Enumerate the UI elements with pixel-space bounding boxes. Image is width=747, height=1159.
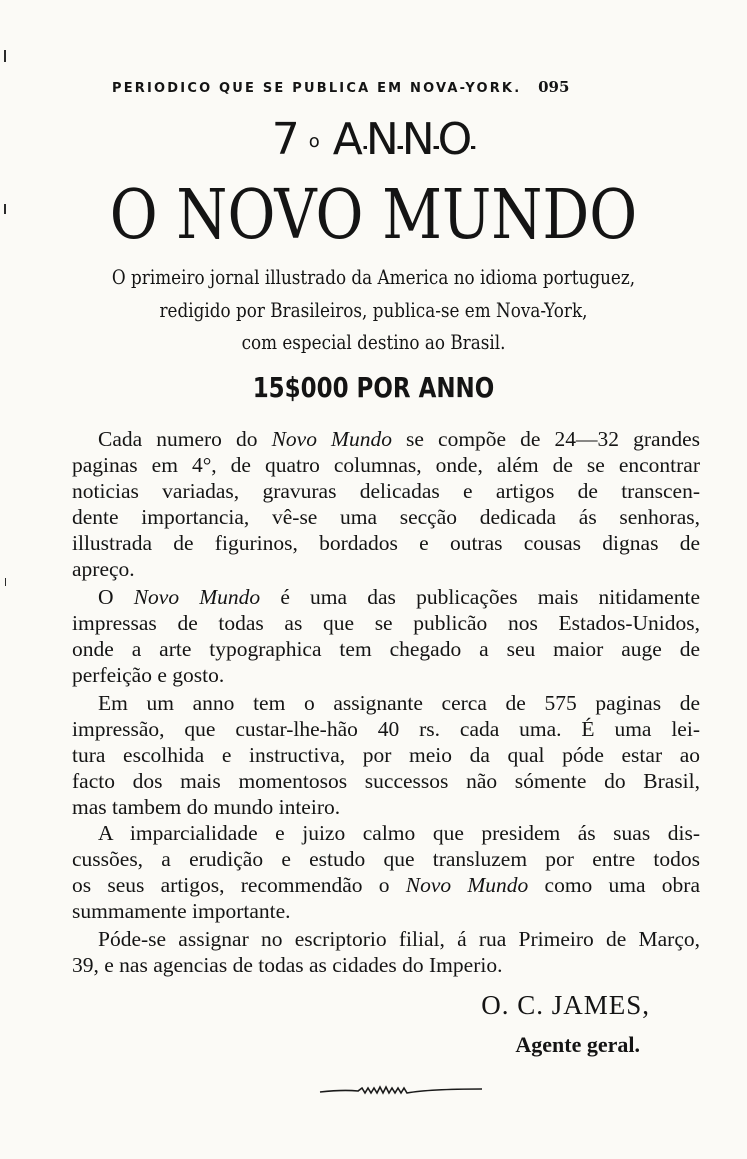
margin-speck [4,50,6,62]
body-line [72,556,135,582]
body-line [72,716,700,742]
masthead-title: O NOVO MUNDO [109,176,638,255]
body-line [72,478,700,504]
signature-role: Agente geral. [515,1032,640,1057]
body-text-run: os seus artigos, recommendão o [72,873,406,897]
body-text-run: illustrada de figurinos, bordados e outras cousas dignas de [72,531,700,555]
body-text-run: paginas em 4°, de quatro columnas, onde, além de se encontrar [72,453,700,477]
subtitle-line: redigido por Brasileiros, publica-se em Nova-York, [159,298,588,322]
body-text-run: noticias variadas, gravuras delicadas e artigos de transcen- [72,479,700,503]
body-line [72,530,700,556]
volume-number: 7 [271,114,303,165]
running-head [112,78,712,96]
body-line [72,742,700,768]
running-head-text: PERIODICO QUE SE PUBLICA EM NOVA-YORK. [112,81,522,96]
body-text-run: facto dos mais momentosos successos não sómente do Brasil, [72,769,700,793]
body-text-run: é uma das publicações mais nitidamente [260,585,700,609]
body-line [72,610,700,636]
body-text-run: A imparcialidade e juizo calmo que presidem ás suas dis- [98,821,700,845]
body-text-run: apreço. [72,557,135,581]
subtitle-line: O primeiro jornal illustrado da America no idioma portuguez, [111,265,636,289]
body-text-run: dente importancia, vê-se uma secção dedicada ás senhoras, [72,505,700,529]
subtitle-line: com especial destino ao Brasil. [241,330,506,354]
body-text-run: 39, e nas agencias de todas as cidades do Imperio. [72,953,503,977]
body-text-run: impressas de todas as que se publicão nos Estados-Unidos, [72,611,700,635]
page-number: 095 [538,78,570,96]
flourish-ornament-icon [318,1083,484,1097]
volume-ordinal: o [308,131,323,152]
body-line [98,584,700,610]
body-text-run: Cada numero do [98,427,272,451]
body-line [72,636,700,662]
body-line [98,426,700,452]
body-line [72,768,700,794]
margin-speck [5,578,6,586]
subscription-price: 15$000 POR ANNO [252,371,495,404]
body-line [72,504,700,530]
periodical-name: Novo Mundo [133,585,261,609]
body-text-run: O [98,585,134,609]
body-text-run: onde a arte typographica tem chegado a seu maior auge de [72,637,700,661]
body-text-run: impressão, que custar-lhe-hão 40 rs. cada uma. É uma lei- [72,717,700,741]
body-line [98,820,700,846]
body-line [72,794,340,820]
body-text-run: summamente importante. [72,899,291,923]
periodical-name: Novo Mundo [271,427,392,451]
body-line [72,662,224,688]
body-line [72,846,700,872]
body-line [98,926,700,952]
body-text-run: se compõe de 24—32 grandes [391,427,700,451]
body-text-run: Em um anno tem o assignante cerca de 575 paginas de [98,691,700,715]
body-text-run: mas tambem do mundo inteiro. [72,795,341,819]
volume-word: ANNO [332,114,476,165]
body-line [72,452,700,478]
signature-name: O. C. JAMES, [481,990,650,1020]
body-line [98,690,700,716]
margin-speck [4,204,6,214]
body-text-run: perfeição e gosto. [72,663,225,687]
body-text-run: Póde-se assignar no escriptorio filial, á rua Primeiro de Março, [98,927,700,951]
body-line [72,898,291,924]
body-line [72,872,700,898]
periodical-name: Novo Mundo [405,873,529,897]
body-text-run: cussões, a erudição e estudo que transluzem por entre todos [72,847,700,871]
body-text-run: tura escolhida e instructiva, por meio da qual póde estar ao [72,743,700,767]
body-text-run: como uma obra [528,873,700,897]
body-line [72,952,502,978]
volume-heading [0,112,747,168]
